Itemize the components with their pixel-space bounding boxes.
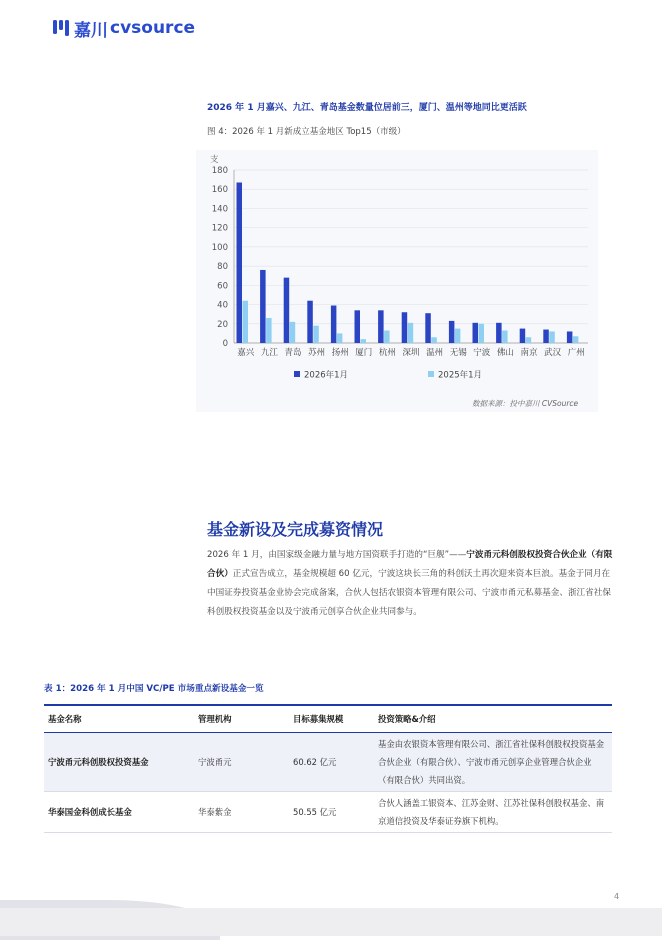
bar-2026 <box>402 312 408 343</box>
bar-2025 <box>290 322 296 343</box>
table-header-row <box>44 705 612 733</box>
bar-2026 <box>496 323 502 343</box>
bar-2026 <box>260 270 266 343</box>
data-source-note: 数据来源：投中嘉川 CVSource <box>472 399 579 408</box>
page-footer <box>0 908 662 936</box>
legend-label: 2026年1月 <box>304 370 349 381</box>
x-tick-label: 厦门 <box>355 348 373 358</box>
strategy-cell: 基金由农银资本管理有限公司、浙江省社保科创股权投资基金合伙企业（有限合伙）、宁波市甬元创享企业管理合伙企业（有限合伙）共同出资。 <box>374 733 612 792</box>
bar-2026 <box>378 310 384 343</box>
x-tick-label: 武汉 <box>544 348 562 358</box>
bar-2025 <box>455 329 461 343</box>
manager-cell: 宁波甬元 <box>194 733 289 792</box>
bar-2025 <box>243 301 249 343</box>
y-tick-label: 180 <box>211 166 228 176</box>
legend-label: 2025年1月 <box>438 370 483 381</box>
section-paragraph <box>207 546 617 622</box>
brand-mark-icon <box>52 18 70 38</box>
x-tick-label: 苏州 <box>308 348 326 358</box>
bar-2026 <box>284 278 290 343</box>
x-tick-label: 温州 <box>426 348 444 358</box>
y-tick-label: 100 <box>211 242 228 253</box>
bar-2025 <box>431 337 437 343</box>
bar-2025 <box>313 326 319 343</box>
bar-2025 <box>502 331 508 343</box>
bar-2026 <box>237 182 243 343</box>
bar-2025 <box>361 339 367 343</box>
bar-2026 <box>355 310 361 343</box>
target-size-cell: 60.62 亿元 <box>289 733 374 792</box>
y-tick-label: 120 <box>211 223 228 234</box>
header-strategy: 投资策略&介绍 <box>374 705 612 733</box>
x-tick-label: 嘉兴 <box>237 348 255 358</box>
y-tick-label: 0 <box>222 339 228 349</box>
bar-2026 <box>520 329 526 343</box>
manager-cell: 华泰紫金 <box>194 792 289 833</box>
paragraph-text-2: 正式宣告成立，基金规模超 60 亿元，宁波这块长三角的科创沃土再次迎来资本巨浪。基金于同月在中国证券投资基金业协会完成备案，合伙人包括农银资本管理有限公司、宁波市甬元私募基金、浙江省社保科创股权投资基金以及宁波甬元创享合伙企业共同参与。 <box>207 569 611 617</box>
x-tick-label: 广州 <box>567 348 585 358</box>
x-tick-label: 南京 <box>520 348 538 358</box>
fund-name-cell: 华泰国金科创成长基金 <box>44 792 194 833</box>
table-row <box>44 792 612 833</box>
bar-2026 <box>449 321 455 343</box>
bar-2025 <box>337 333 343 343</box>
y-tick-label: 140 <box>211 204 228 215</box>
brand-name-cn: 嘉川 <box>74 20 108 41</box>
table-row <box>44 733 612 792</box>
paragraph-text-1: 2026 年 1 月，由国家级金融力量与地方国资联手打造的“巨舰”—— <box>207 550 467 560</box>
x-tick-label: 佛山 <box>496 348 514 358</box>
legend-swatch <box>428 371 434 377</box>
figure-caption: 图 4：2026 年 1 月新成立基金地区 Top15（市级） <box>207 127 406 137</box>
table-title: 表 1：2026 年 1 月中国 VC/PE 市场重点新设基金一览 <box>44 684 264 694</box>
bar-2025 <box>573 336 579 343</box>
target-size-cell: 50.55 亿元 <box>289 792 374 833</box>
page-number: 4 <box>614 892 620 901</box>
x-tick-label: 深圳 <box>402 348 420 358</box>
y-tick-label: 20 <box>217 319 228 330</box>
strategy-cell: 合伙人涵盖工银资本、江苏金财、江苏社保科创股权基金、南京道信投资及华泰证券旗下机构。 <box>374 792 612 833</box>
x-tick-label: 无锡 <box>449 348 467 358</box>
bar-chart-panel <box>196 150 598 412</box>
bar-chart <box>196 150 598 412</box>
y-tick-label: 40 <box>217 300 228 311</box>
bar-2026 <box>543 330 549 343</box>
bar-2026 <box>567 331 573 343</box>
bar-2025 <box>266 318 272 343</box>
y-tick-label: 60 <box>217 281 228 292</box>
bar-2026 <box>307 301 313 343</box>
brand-logo <box>52 16 195 40</box>
fund-table <box>44 704 612 833</box>
header-target-size: 目标募集规模 <box>289 705 374 733</box>
brand-name-en: cvsource <box>110 18 196 38</box>
bar-2025 <box>526 337 532 343</box>
legend-swatch <box>294 371 300 377</box>
bar-2025 <box>549 331 555 343</box>
header-fund-name: 基金名称 <box>44 705 194 733</box>
x-tick-label: 扬州 <box>331 348 349 358</box>
x-tick-label: 宁波 <box>473 348 491 358</box>
bar-2026 <box>425 313 431 343</box>
bar-2025 <box>384 331 390 343</box>
fund-name-cell: 宁波甬元科创股权投资基金 <box>44 733 194 792</box>
bar-2025 <box>479 324 485 343</box>
paragraph-fund-name: 宁波甬元科创股权投资合伙企业（有限合伙） <box>207 550 613 579</box>
x-tick-label: 九江 <box>260 348 278 358</box>
bar-2026 <box>473 323 479 343</box>
x-tick-label: 杭州 <box>378 348 396 358</box>
header-manager: 管理机构 <box>194 705 289 733</box>
y-tick-label: 80 <box>217 262 228 273</box>
y-axis-unit: 支 <box>210 155 219 165</box>
bar-2025 <box>408 323 414 343</box>
x-tick-label: 青岛 <box>284 348 302 358</box>
section-title: 基金新设及完成募资情况 <box>207 520 384 539</box>
chart-headline: 2026 年 1 月嘉兴、九江、青岛基金数量位居前三，厦门、温州等地同比更活跃 <box>207 103 527 113</box>
y-tick-label: 160 <box>211 185 228 196</box>
bar-2026 <box>331 306 337 343</box>
